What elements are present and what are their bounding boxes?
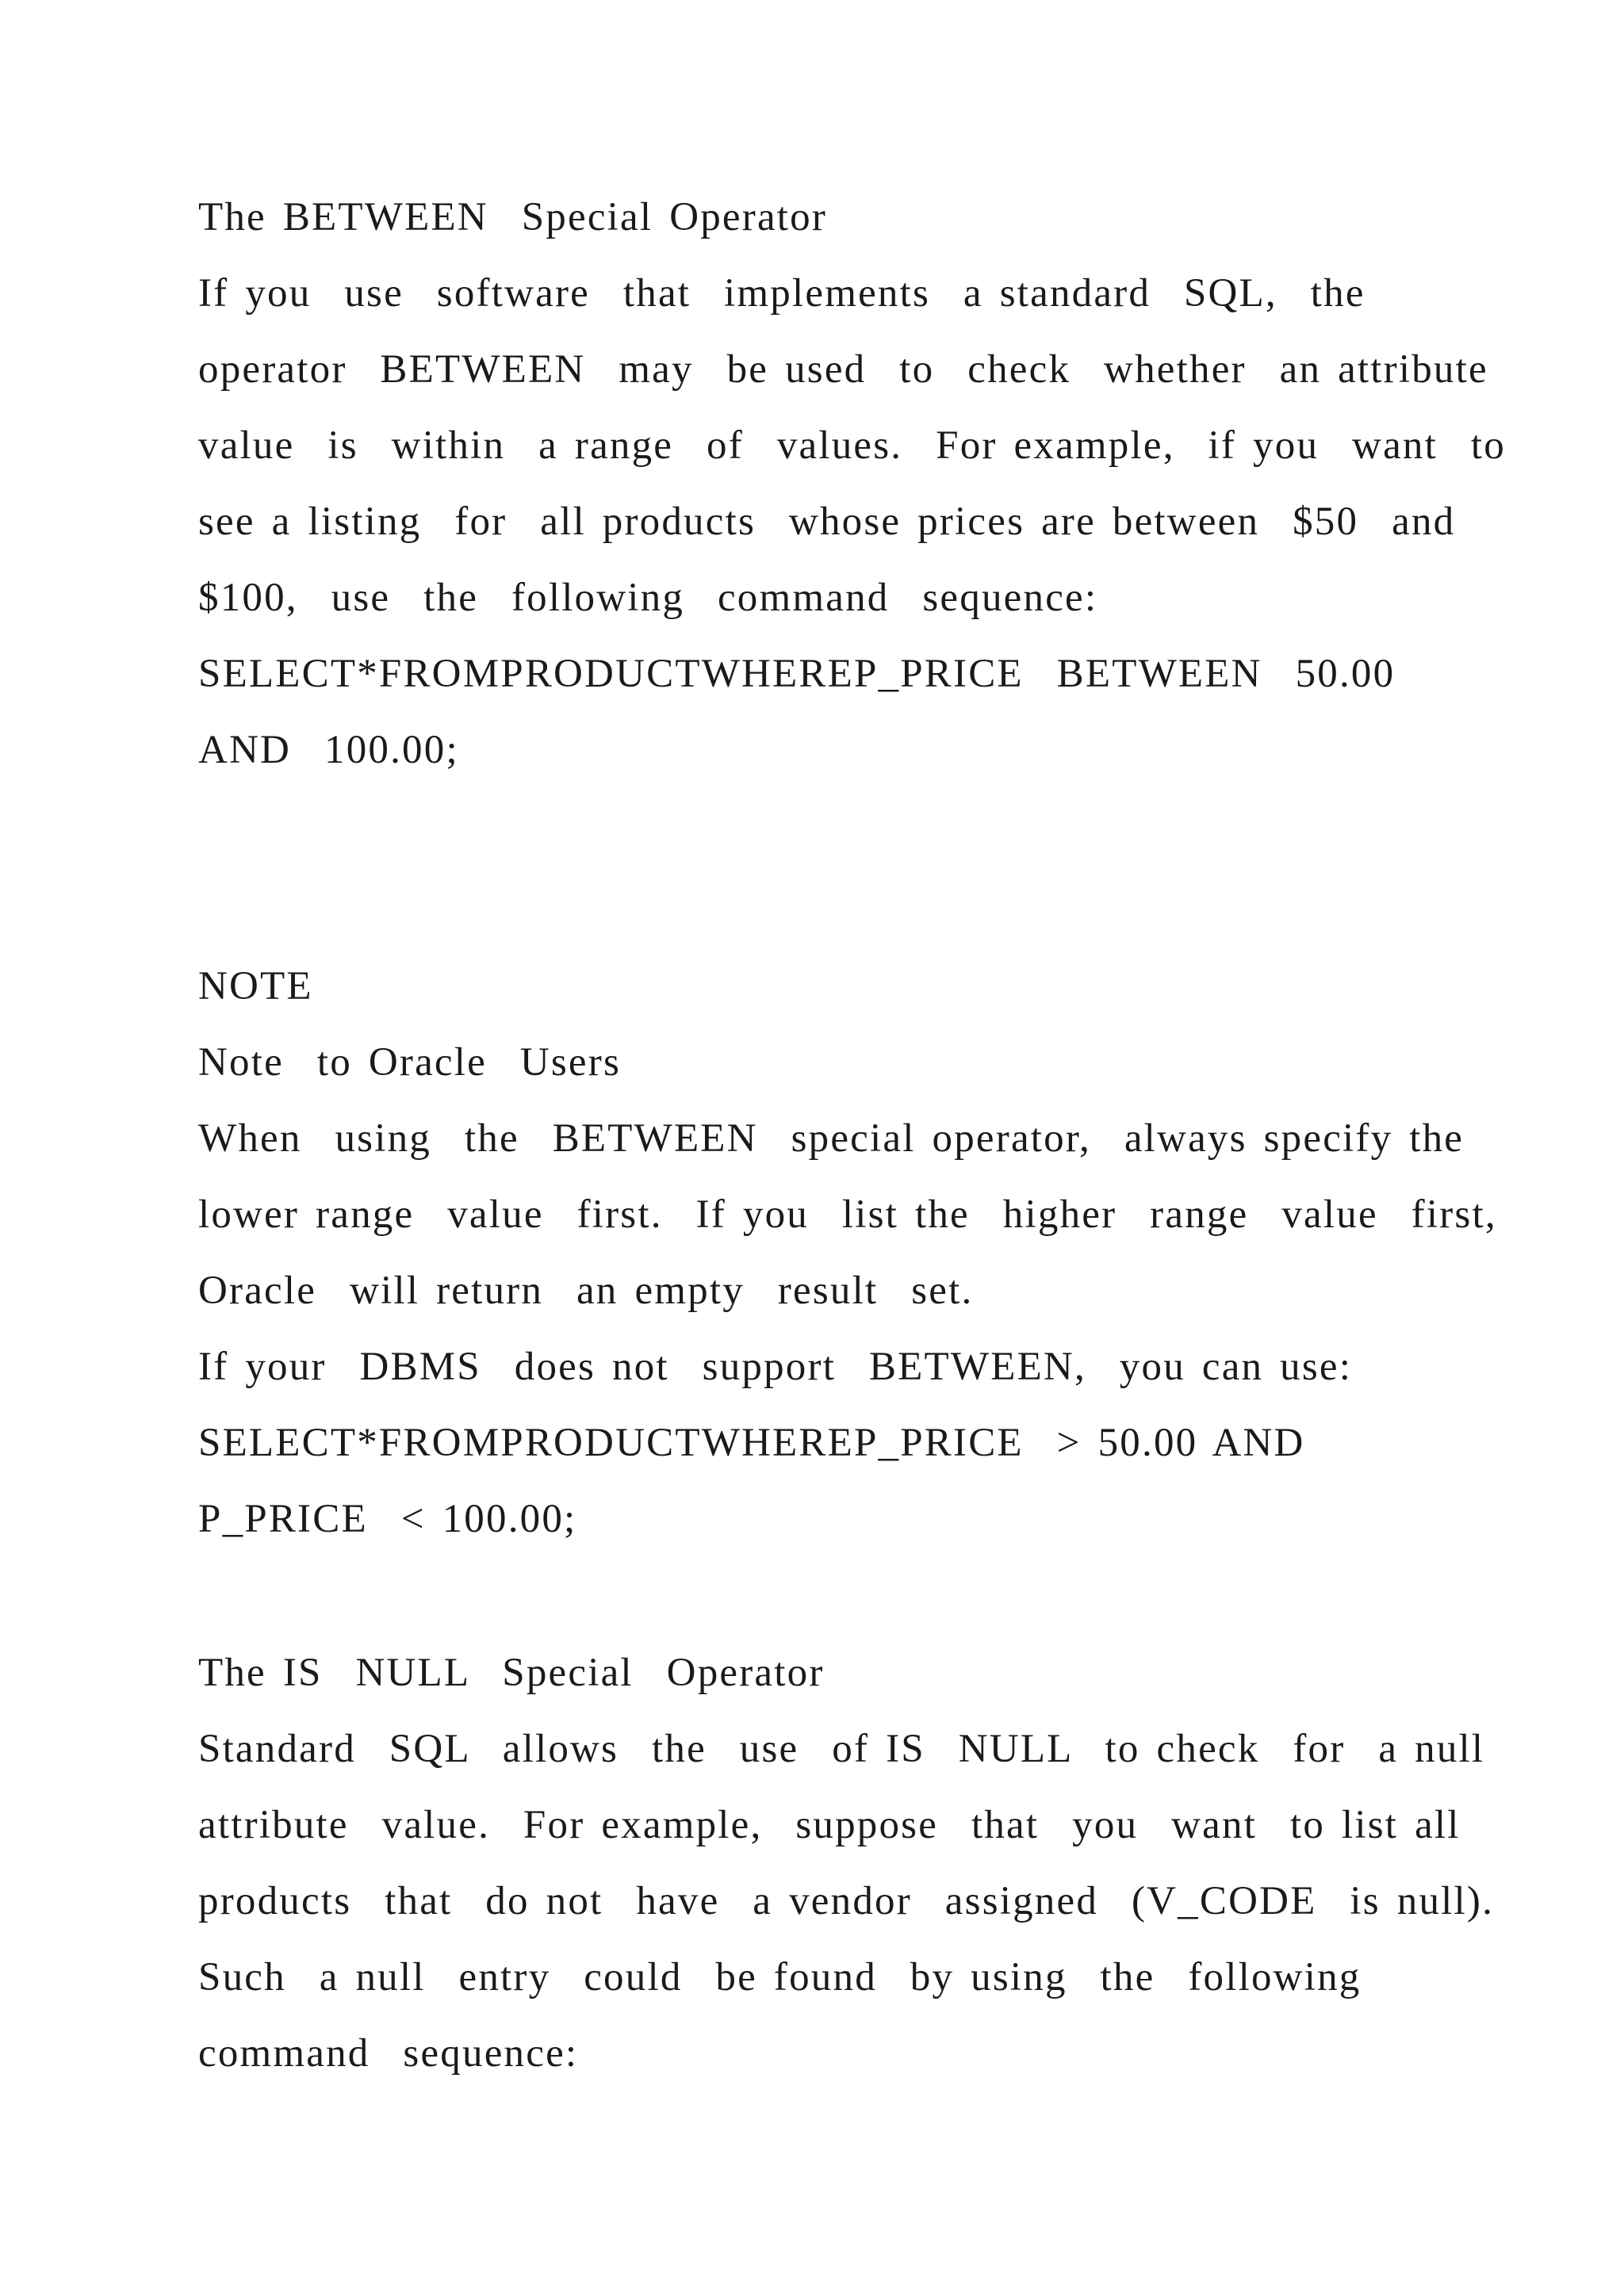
paragraph-line: value is within a range of values. For example, if you want to (198, 423, 1506, 468)
paragraph-line: If you use software that implements a standard SQL, the (198, 271, 1365, 316)
sql-code-line: SELECT*FROMPRODUCTWHEREP_PRICE BETWEEN 50.00 (198, 652, 1396, 696)
note-line: When using the BETWEEN special operator, always specify the (198, 1116, 1465, 1161)
note-line: lower range value first. If you list the higher range value first, (198, 1192, 1497, 1237)
paragraph-line: $100, use the following command sequence: (198, 576, 1098, 620)
paragraph-line: attribute value. For example, suppose that you want to list all (198, 1803, 1461, 1847)
note-label: NOTE (198, 964, 313, 1008)
paragraph-line: products that do not have a vendor assigned (V_CODE is null). (198, 1879, 1495, 1923)
paragraph-line: operator BETWEEN may be used to check whether an attribute (198, 347, 1488, 392)
sql-code-line: SELECT*FROMPRODUCTWHEREP_PRICE > 50.00 AND (198, 1421, 1305, 1465)
paragraph-line: command sequence: (198, 2031, 579, 2076)
paragraph-line: Standard SQL allows the use of IS NULL to check for a null (198, 1727, 1485, 1771)
note-line: If your DBMS does not support BETWEEN, you can use: (198, 1345, 1353, 1389)
section-heading-is-null: The IS NULL Special Operator (198, 1651, 825, 1695)
paragraph-line: see a listing for all products whose prices are between $50 and (198, 499, 1456, 544)
section-heading-between: The BETWEEN Special Operator (198, 195, 828, 239)
note-heading: Note to Oracle Users (198, 1040, 621, 1085)
note-line: Oracle will return an empty result set. (198, 1269, 974, 1313)
sql-code-line: AND 100.00; (198, 728, 459, 772)
sql-code-line: P_PRICE < 100.00; (198, 1497, 577, 1541)
paragraph-line: Such a null entry could be found by using the following (198, 1955, 1362, 1999)
